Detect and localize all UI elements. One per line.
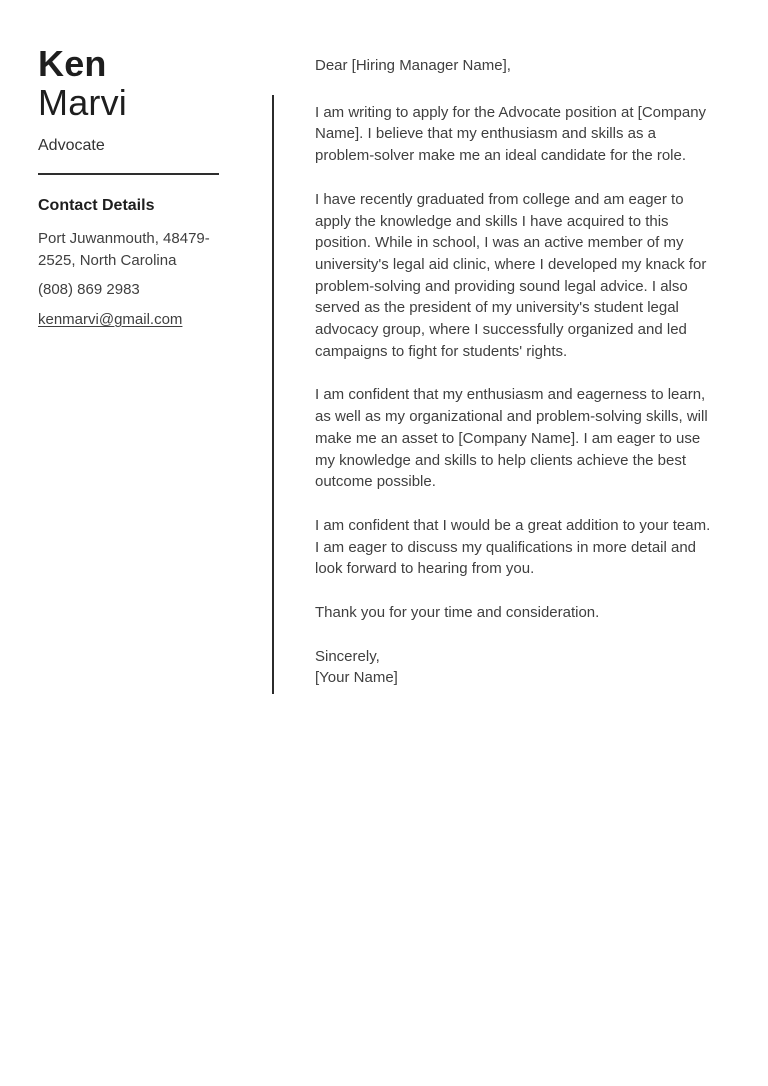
email-link[interactable]: kenmarvi@gmail.com (38, 311, 183, 329)
candidate-name (38, 44, 219, 122)
salutation: Dear [Hiring Manager Name], (315, 57, 511, 74)
signature: [Your Name] (315, 669, 398, 687)
letter-content (272, 95, 712, 694)
letter-paragraph: I am confident that I would be a great addition to your team. I am eager to discuss my qualifications in more detail and look forward to hearing from you. (315, 516, 711, 578)
letter-paragraph: Thank you for your time and consideration. (315, 604, 600, 622)
letter-paragraph: I have recently graduated from college and am eager to apply the knowledge and skills I have acquired to this position. While in school, I was an active member of my university's legal aid clinic, where I developed my knack for problem-solving and providing sound legal advice. I also served as the president of my university's student legal advocacy group, where I successfully organized and led campaigns to fight for students' rights. (315, 190, 707, 360)
candidate-first-name: Ken (38, 43, 107, 84)
letter-paragraph: I am confident that my enthusiasm and eagerness to learn, as well as my organizational and problem-solving skills, will make me an asset to [Company Name]. I am eager to use my knowledge and skills to help clients achieve the best outcome possible. (315, 386, 708, 491)
job-title: Advocate (38, 137, 105, 154)
phone-number: (808) 869 2983 (38, 281, 140, 299)
contact-details-heading: Contact Details (38, 197, 155, 214)
candidate-last-name: Marvi (38, 82, 127, 123)
address-text: Port Juwanmouth, 48479-2525, North Carolina (38, 230, 210, 269)
sidebar-divider (38, 173, 219, 175)
letter-paragraph: I am writing to apply for the Advocate position at [Company Name]. I believe that my enthusiasm and skills as a problem-solver make me an ideal candidate for the role. (315, 103, 707, 165)
letter-body (272, 55, 712, 694)
closing: Sincerely, (315, 647, 380, 665)
sidebar (38, 44, 219, 331)
